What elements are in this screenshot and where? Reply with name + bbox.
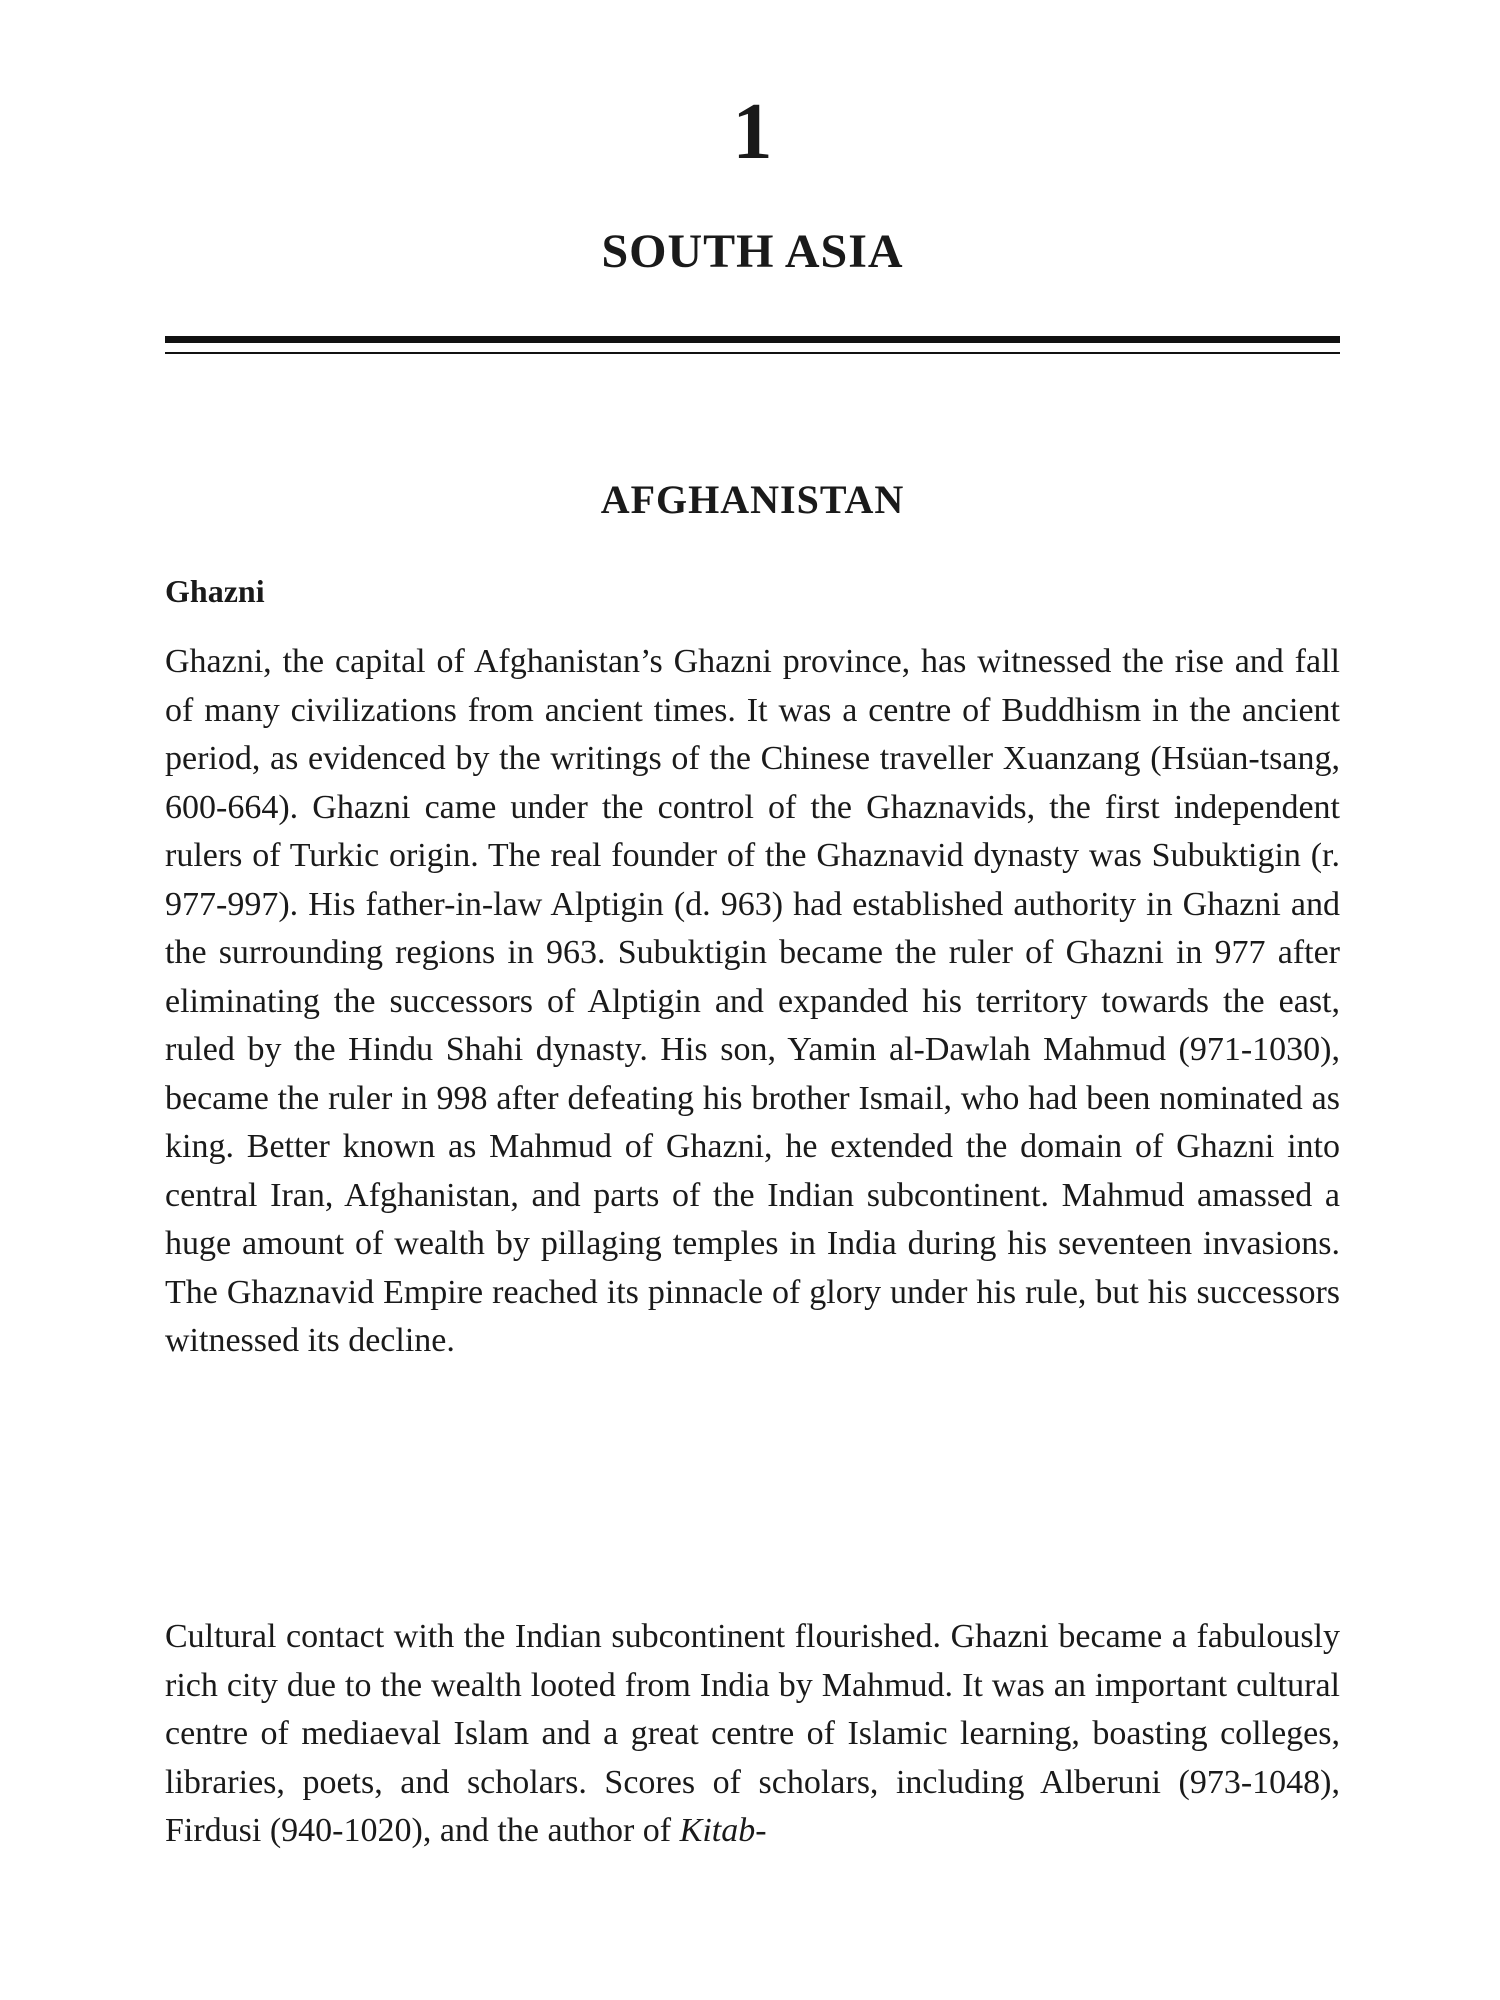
subsection-title: Ghazni	[165, 573, 265, 609]
body-paragraph-text: Cultural contact with the Indian subcontinent flourished. Ghazni became a fabulously rich city due to the wealth looted from India by Mahmud. It was an important cultural centre of mediaeval Islam and a great centre of Islamic learning, boasting colleges, libraries, poets, and scholars. Scores of scholars, including Alberuni (973-1048), Firdusi (940-1020), and the author of	[165, 1618, 1340, 1849]
chapter-divider-thick	[165, 336, 1340, 343]
book-title-italic: Kitab-	[679, 1812, 767, 1849]
section-title: AFGHANISTAN	[600, 477, 905, 522]
chapter-title: SOUTH ASIA	[601, 225, 904, 278]
chapter-divider-thin	[165, 352, 1340, 354]
chapter-number: 1	[732, 88, 773, 176]
book-page	[165, 0, 1340, 2000]
body-paragraph	[165, 1613, 1340, 1856]
body-paragraph: Ghazni, the capital of Afghanistan’s Ghazni province, has witnessed the rise and fall of many civilizations from ancient times. It was a centre of Buddhism in the ancient period, as evidenced by the writings of the Chinese traveller Xuanzang (Hsüan-tsang, 600-664). Ghazni came under the control of the Ghaznavids, the first independent rulers of Turkic origin. The real founder of the Ghaznavid dynasty was Subuktigin (r. 977-997). His father-in-law Alptigin (d. 963) had established authority in Ghazni and the surrounding regions in 963. Subuktigin became the ruler of Ghazni in 977 after eliminating the successors of Alptigin and expanded his territory towards the east, ruled by the Hindu Shahi dynasty. His son, Yamin al-Dawlah Mahmud (971-1030), became the ruler in 998 after defeating his brother Ismail, who had been nominated as king. Better known as Mahmud of Ghazni, he extended the domain of Ghazni into central Iran, Afghanistan, and parts of the Indian subcontinent. Mahmud amassed a huge amount of wealth by pillaging temples in India during his seventeen invasions. The Ghaznavid Empire reached its pinnacle of glory under his rule, but his successors witnessed its decline.	[165, 643, 1340, 1359]
